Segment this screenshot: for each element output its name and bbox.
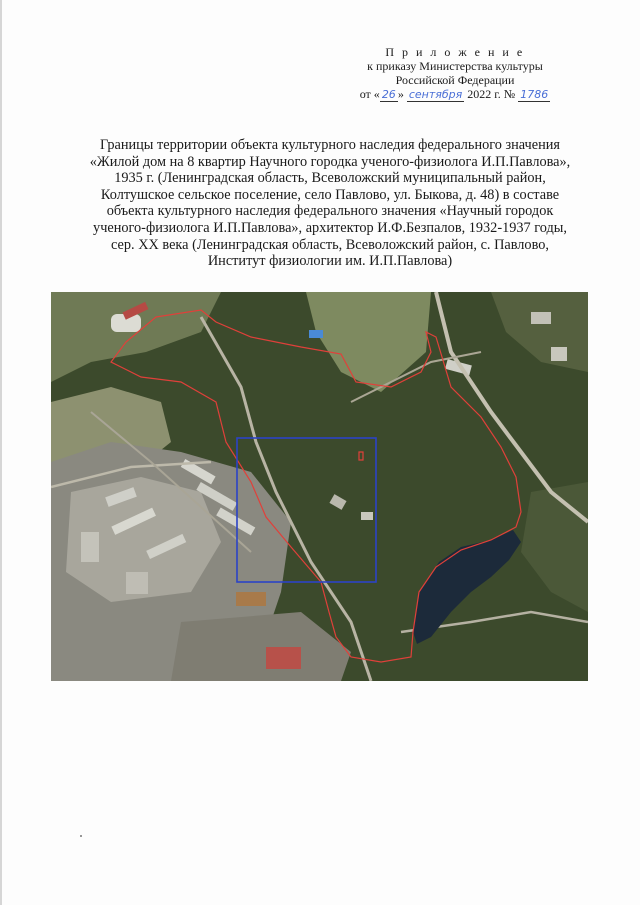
title-line: 1935 г. (Ленинградская область, Всеволожский муниципальный район, (114, 170, 546, 187)
title-line: Колтушское сельское поселение, село Павлово, ул. Быкова, д. 48) в составе (100, 186, 560, 203)
date-prefix: от « (359, 87, 380, 101)
document-title (60, 137, 600, 270)
title-line: ученого-физиолога И.П.Павлова», архитектор И.Ф.Безпалов, 1932-1937 годы, (93, 219, 567, 236)
page-edge (0, 0, 2, 905)
title-line: Институт физиологии им. И.П.Павлова) (207, 253, 453, 270)
appendix-block (330, 45, 580, 102)
appendix-line-federation: Российской Федерации (395, 73, 515, 87)
title-line: объекта культурного наследия федерального значения «Научный городок (106, 203, 554, 220)
title-line: «Жилой дом на 8 квартир Научного городка ученого-физиолога И.П.Павлова», (89, 153, 571, 170)
satellite-map-image (51, 292, 588, 681)
year-suffix: 2022 г. № (467, 87, 516, 101)
order-date-line (330, 87, 580, 102)
title-line: Границы территории объекта культурного наследия федерального значения (100, 137, 560, 153)
date-mid: » (397, 87, 404, 101)
handwritten-order-number: 1786 (520, 88, 549, 101)
scan-dot (80, 835, 82, 837)
handwritten-month: сентября (408, 88, 463, 101)
satellite-map (51, 292, 588, 681)
handwritten-day: 26 (381, 88, 396, 101)
appendix-heading: П р и л о ж е н и е (385, 45, 525, 59)
title-line: сер. XX века (Ленинградская область, Всеволожский район, с. Павлово, (111, 236, 549, 253)
appendix-line-ministry: к приказу Министерства культуры (367, 59, 543, 73)
